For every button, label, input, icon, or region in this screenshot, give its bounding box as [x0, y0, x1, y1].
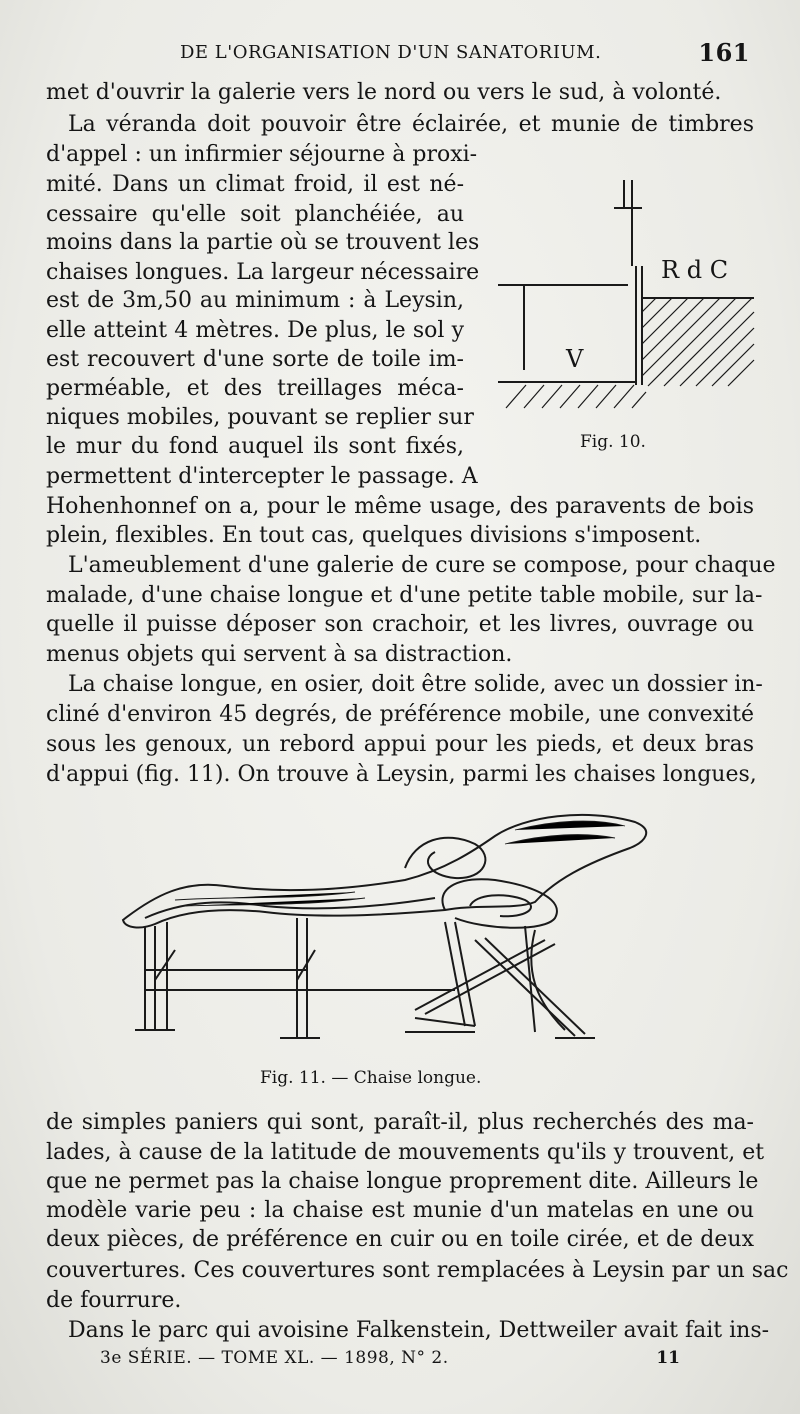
text-line: lades, à cause de la latitude de mouvements qu'ils y trouvent, et: [46, 1140, 765, 1165]
text-line: La véranda doit pouvoir être éclairée, et munie de timbres: [68, 112, 754, 137]
text-line: est recouvert d'une sorte de toile im-: [46, 347, 464, 372]
text-line: cessaire qu'elle soit planchéiée, au: [46, 202, 464, 227]
text-line: L'ameublement d'une galerie de cure se compose, pour chaque: [68, 553, 776, 578]
text-line: Hohenhonnef on a, pour le même usage, des paravents de bois: [46, 494, 754, 519]
text-line: malade, d'une chaise longue et d'une petite table mobile, sur la-: [46, 583, 763, 608]
text-line: modèle varie peu : la chaise est munie d'un matelas en une ou: [46, 1198, 754, 1223]
text-line: couvertures. Ces couvertures sont remplacées à Leysin par un sac: [46, 1258, 789, 1283]
text-line: menus objets qui servent à sa distraction.: [46, 642, 513, 667]
text-line: perméable, et des treillages méca-: [46, 376, 464, 401]
figure-11-caption: Fig. 11. — Chaise longue.: [260, 1068, 482, 1088]
text-line: le mur du fond auquel ils sont fixés,: [46, 434, 464, 459]
text-line: elle atteint 4 mètres. De plus, le sol y: [46, 318, 464, 343]
page-number: 161: [698, 38, 750, 67]
text-line: est de 3m,50 au minimum : à Leysin,: [46, 288, 464, 313]
figure-10-diagram: [496, 180, 756, 420]
label-rdc: R d C: [661, 256, 729, 284]
text-line: deux pièces, de préférence en cuir ou en toile cirée, et de deux: [46, 1227, 754, 1252]
text-line: que ne permet pas la chaise longue proprement dite. Ailleurs le: [46, 1169, 759, 1194]
text-line: plein, flexibles. En tout cas, quelques divisions s'imposent.: [46, 523, 702, 548]
text-line: niques mobiles, pouvant se replier sur: [46, 405, 474, 430]
running-title: DE L'ORGANISATION D'UN SANATORIUM.: [180, 42, 602, 63]
signature-mark: 11: [656, 1348, 680, 1368]
text-line: cliné d'environ 45 degrés, de préférence mobile, une convexité: [46, 702, 754, 727]
text-line: de fourrure.: [46, 1288, 182, 1313]
text-line: moins dans la partie où se trouvent les: [46, 230, 480, 255]
text-line: permettent d'intercepter le passage. A: [46, 464, 478, 489]
text-line: Dans le parc qui avoisine Falkenstein, Dettweiler avait fait ins-: [68, 1318, 770, 1343]
figure-11-chaise-longue: [115, 800, 675, 1070]
text-line: d'appui (fig. 11). On trouve à Leysin, parmi les chaises longues,: [46, 762, 757, 787]
text-line: La chaise longue, en osier, doit être solide, avec un dossier in-: [68, 672, 763, 697]
text-line: d'appel : un infirmier séjourne à proxi-: [46, 142, 478, 167]
text-line: quelle il puisse déposer son crachoir, et les livres, ouvrage ou: [46, 612, 754, 637]
figure-10-caption: Fig. 10.: [580, 432, 646, 452]
text-line: chaises longues. La largeur nécessaire: [46, 260, 480, 285]
series-info: 3e SÉRIE. — TOME XL. — 1898, N° 2.: [100, 1348, 449, 1368]
text-line: de simples paniers qui sont, paraît-il, plus recherchés des ma-: [46, 1110, 754, 1135]
text-line: met d'ouvrir la galerie vers le nord ou vers le sud, à volonté.: [46, 80, 722, 105]
text-line: sous les genoux, un rebord appui pour les pieds, et deux bras: [46, 732, 754, 757]
text-line: mité. Dans un climat froid, il est né-: [46, 172, 464, 197]
label-v: V: [566, 345, 584, 373]
